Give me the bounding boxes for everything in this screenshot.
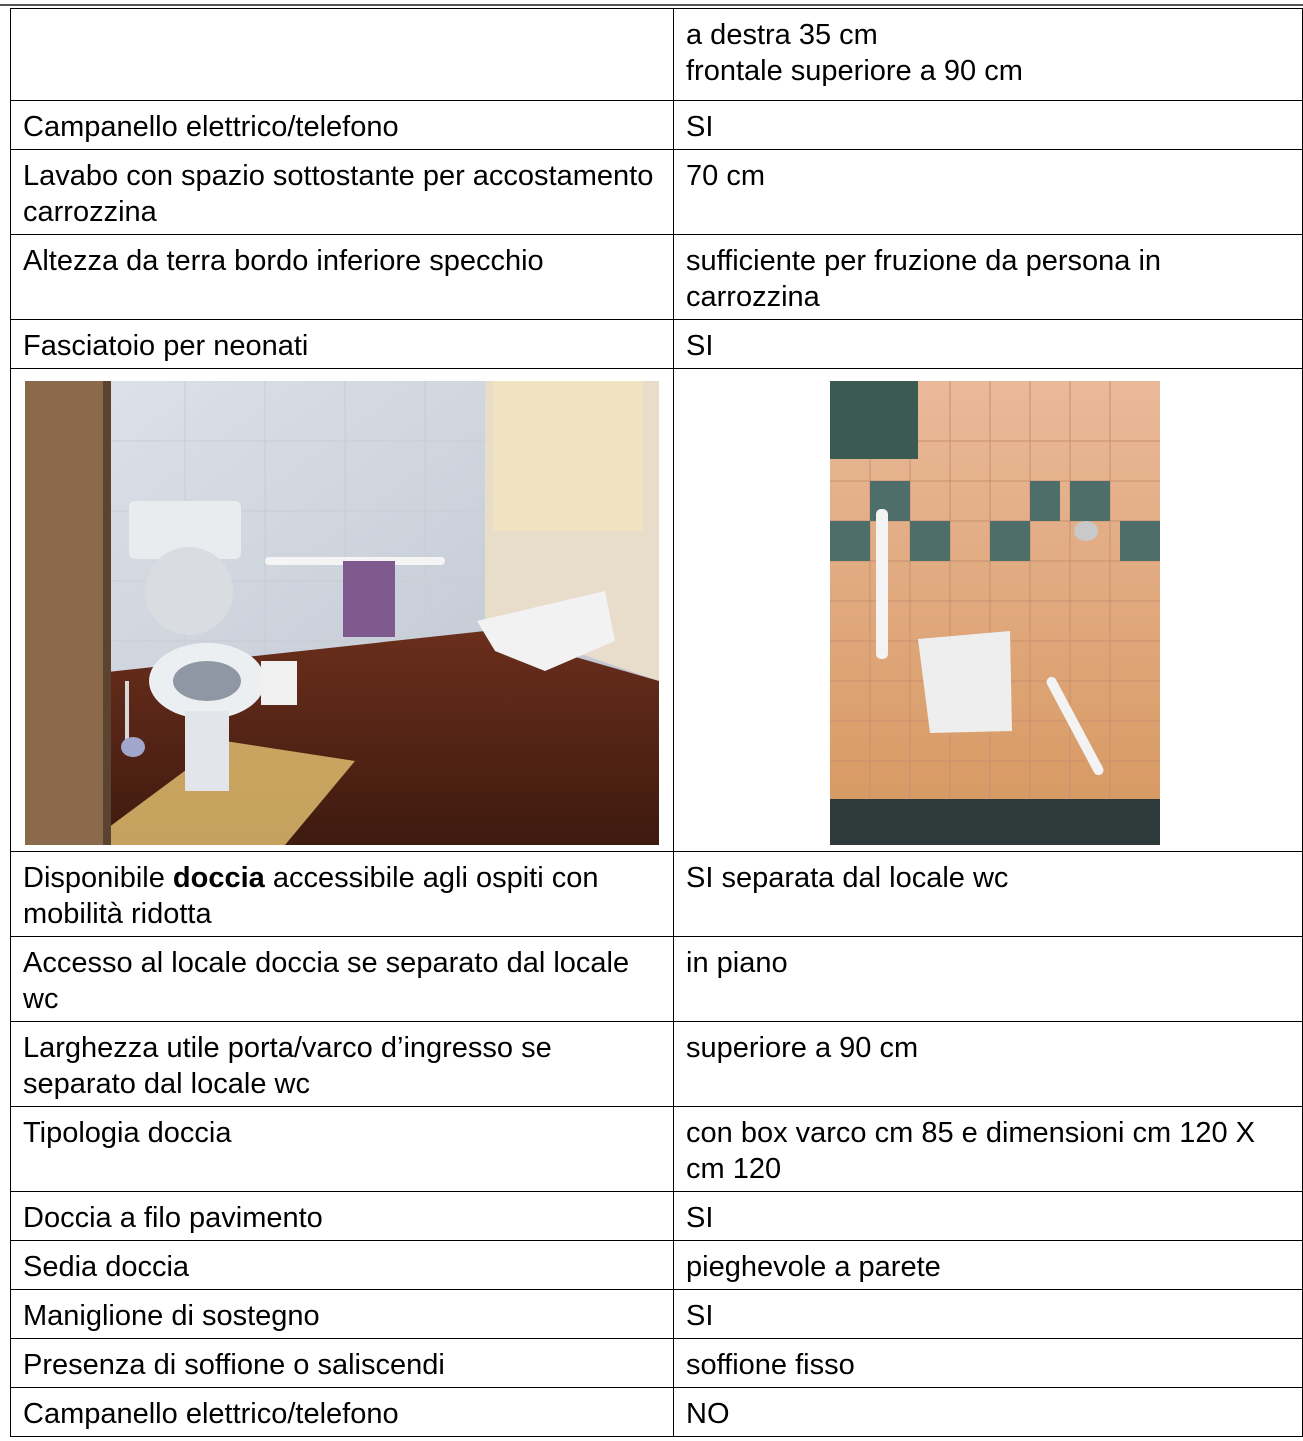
table-cell-label xyxy=(11,9,674,101)
table-cell-value: 70 cm xyxy=(674,150,1303,235)
table-row xyxy=(11,320,1303,369)
shower-seat-photo xyxy=(830,381,1160,845)
table-cell-value: sufficiente per fruzione da persona in carrozzina xyxy=(674,235,1303,320)
table-cell-label: Presenza di soffione o saliscendi xyxy=(11,1339,674,1388)
top-rule xyxy=(0,4,1303,6)
table-row xyxy=(11,937,1303,1022)
table-row xyxy=(11,1107,1303,1192)
table-cell-label: Accesso al locale doccia se separato dal locale wc xyxy=(11,937,674,1022)
table-cell-value: pieghevole a parete xyxy=(674,1241,1303,1290)
table-cell-value: SI xyxy=(674,1290,1303,1339)
table-cell-value: NO xyxy=(674,1388,1303,1437)
table-cell-label: Doccia a filo pavimento xyxy=(11,1192,674,1241)
table-row xyxy=(11,852,1303,937)
table-cell-label: Larghezza utile porta/varco d’ingresso se separato dal locale wc xyxy=(11,1022,674,1107)
label-bold-text: doccia xyxy=(172,862,265,894)
table-cell-label: Campanello elettrico/telefono xyxy=(11,1388,674,1437)
table-cell-label: Campanello elettrico/telefono xyxy=(11,101,674,150)
table-cell-label: Sedia doccia xyxy=(11,1241,674,1290)
table-row xyxy=(11,1388,1303,1437)
table-row xyxy=(11,1192,1303,1241)
table-cell-value: soffione fisso xyxy=(674,1339,1303,1388)
table-cell-value: SI xyxy=(674,1192,1303,1241)
table-row xyxy=(11,1290,1303,1339)
table-row xyxy=(11,1241,1303,1290)
table-row xyxy=(11,101,1303,150)
value-line: a destra 35 cm xyxy=(686,19,878,51)
accessibility-table xyxy=(10,8,1303,1437)
table-cell-value: SI xyxy=(674,320,1303,369)
table-cell-value: superiore a 90 cm xyxy=(674,1022,1303,1107)
table-cell-label xyxy=(11,852,674,937)
photo-cell-left xyxy=(11,369,674,852)
table-row xyxy=(11,1022,1303,1107)
table-cell-value: SI separata dal locale wc xyxy=(674,852,1303,937)
table-row xyxy=(11,1339,1303,1388)
table-cell-value xyxy=(674,9,1303,101)
table-cell-label: Lavabo con spazio sottostante per accostamento carrozzina xyxy=(11,150,674,235)
bathroom-wc-photo xyxy=(25,381,659,845)
table-cell-label: Altezza da terra bordo inferiore specchio xyxy=(11,235,674,320)
table-cell-value: con box varco cm 85 e dimensioni cm 120 X cm 120 xyxy=(674,1107,1303,1192)
table-row xyxy=(11,150,1303,235)
table-row xyxy=(11,235,1303,320)
table-cell-value: SI xyxy=(674,101,1303,150)
table-cell-value: in piano xyxy=(674,937,1303,1022)
table-cell-label: Fasciatoio per neonati xyxy=(11,320,674,369)
label-text: accessibile agli ospiti con mobilità ridotta xyxy=(23,862,599,930)
table-cell-label: Maniglione di sostegno xyxy=(11,1290,674,1339)
photo-cell-right xyxy=(674,369,1303,852)
table-row xyxy=(11,9,1303,101)
photo-row xyxy=(11,369,1303,852)
label-text: Disponibile xyxy=(23,862,173,894)
table-cell-label: Tipologia doccia xyxy=(11,1107,674,1192)
value-line: frontale superiore a 90 cm xyxy=(686,55,1023,87)
